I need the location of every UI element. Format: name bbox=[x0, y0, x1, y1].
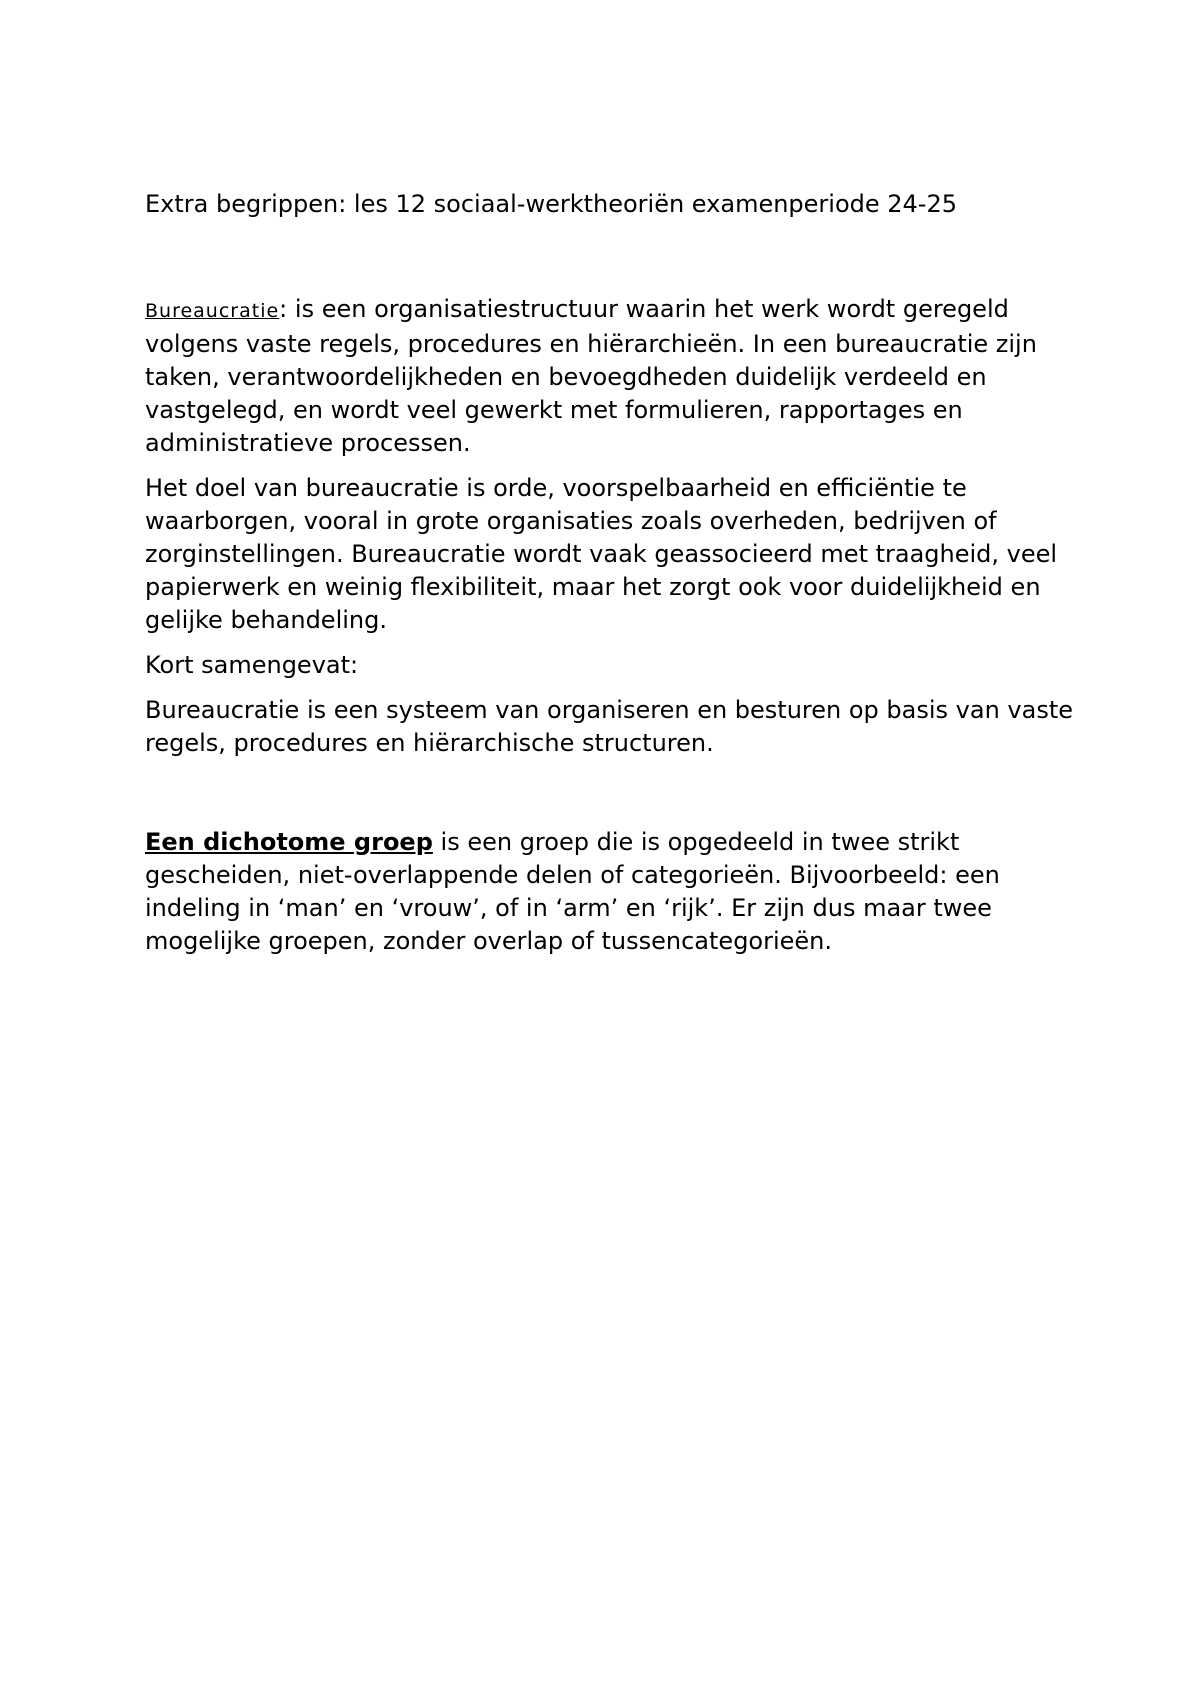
bureaucratie-definition-text: is een organisatiestructuur waarin het werk wordt geregeld volgens vaste regels, procedures en hiërarchieën. In een bureaucratie zijn taken, verantwoordelijkheden en bevoegdheden duidelijk verdeeld en vastgelegd, en wordt veel gewerkt met formulieren, rapportages en administratieve processen. bbox=[145, 295, 1037, 457]
term-colon: : bbox=[279, 295, 288, 323]
summary-paragraph: Bureaucratie is een systeem van organiseren en besturen op basis van vaste regels, procedures en hiërarchische structuren. bbox=[145, 696, 1073, 757]
document-title: Extra begrippen: les 12 sociaal-werktheoriën examenperiode 24-25 bbox=[145, 190, 958, 218]
summary-label: Kort samengevat: bbox=[145, 651, 359, 679]
term-bureaucratie: Bureaucratie bbox=[145, 300, 280, 322]
term-dichotome-groep: Een dichotome groep bbox=[145, 828, 433, 856]
dichotome-definition-text: is een groep die is opgedeeld in twee strikt gescheiden, niet-overlappende delen of categorieën. Bijvoorbeeld: een indeling in ‘man’ en ‘vrouw’, of in ‘arm’ en ‘rijk’. Er zijn dus maar twee mogelijke groepen, zonder overlap of tussencategorieën. bbox=[145, 828, 1000, 955]
dichotome-definition-paragraph bbox=[145, 826, 1075, 958]
section-spacer bbox=[145, 772, 1075, 826]
document-body bbox=[145, 188, 1075, 970]
bureaucratie-purpose-paragraph: Het doel van bureaucratie is orde, voorspelbaarheid en efficiëntie te waarborgen, vooral in grote organisaties zoals overheden, bedrijven of zorginstellingen. Bureaucratie wordt vaak geassocieerd met traagheid, veel papierwerk en weinig flexibiliteit, maar het zorgt ook voor duidelijkheid en gelijke behandeling. bbox=[145, 474, 1058, 634]
bureaucratie-definition-paragraph bbox=[145, 293, 1075, 460]
